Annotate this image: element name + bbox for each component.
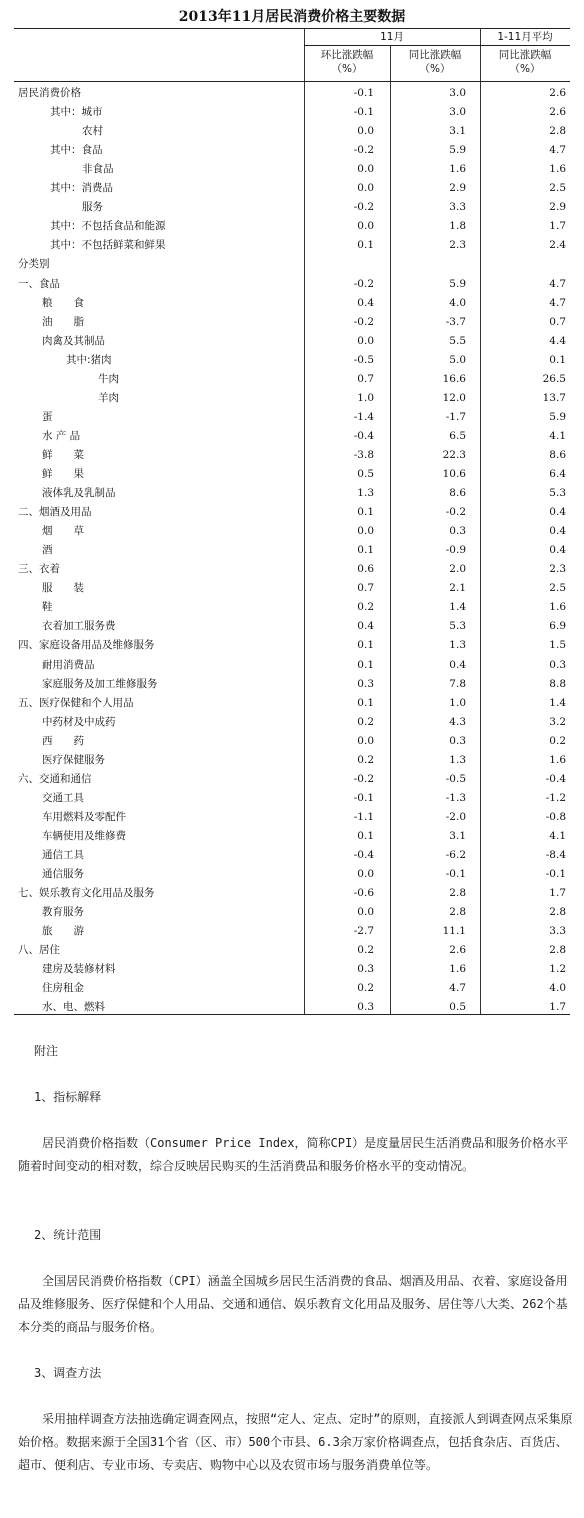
yoy-value: 4.0 [449,296,466,309]
table-row [14,84,570,103]
table-row [14,103,570,122]
mom-value: -0.1 [353,106,374,119]
header-rule [14,81,570,82]
row-label: 衣着加工服务费 [42,620,116,633]
row-label: 烟 草 [42,525,84,538]
table-row [14,694,570,713]
mom-value: -0.1 [353,791,374,804]
table-row [14,446,570,465]
table-row [14,522,570,541]
row-label: 中药材及中成药 [42,715,116,728]
group-11m: 11月 [380,31,404,43]
table-row [14,617,570,636]
mom-value: -0.4 [353,849,374,861]
mom-value: 0.0 [357,334,374,347]
yoy-value: 2.9 [449,182,466,195]
avg-value: 0.4 [549,506,566,519]
avg-value: 2.5 [549,182,566,195]
row-label: 教育服务 [42,906,84,919]
mom-value: 0.1 [357,544,374,557]
row-label: 其中:猪肉 [66,353,112,366]
avg-value: 2.5 [549,582,566,595]
mom-value: -0.1 [353,87,374,99]
avg-value: 2.8 [549,906,566,919]
notes-heading: 附注 [34,1044,59,1058]
table-row [14,465,570,484]
row-label: 液体乳及乳制品 [42,487,116,500]
avg-value: -0.1 [545,868,566,881]
row-label: 四、家庭设备用品及维修服务 [18,639,155,652]
table-row [14,427,570,446]
col-mom-unit: （%） [331,63,363,75]
mom-value: -0.5 [353,353,374,366]
col-avg-label: 同比涨跌幅 [498,49,552,61]
avg-value: 4.7 [549,277,566,290]
table-row [14,179,570,198]
yoy-value: 12.0 [442,391,466,404]
table-row [14,351,570,370]
avg-value: 2.8 [549,125,566,138]
mom-value: -0.2 [353,201,374,214]
avg-value: 26.5 [542,372,566,385]
yoy-value: 0.4 [449,658,466,671]
table-row [14,656,570,675]
mom-value: 0.1 [357,696,374,709]
table-row [14,484,570,503]
avg-value: 8.6 [549,448,566,461]
yoy-value: 0.3 [449,525,466,538]
section-3-body: 采用抽样调查方法抽选确定调查网点，按照“定人、定点、定时”的原则，直接派人到调查网点采集原始价格。数据来源于全国31个省（区、市）500个市县、6.3余万家价格调查点，包括食杂店、百货店、超市、便利店、专业市场、专卖店、购物中心以及农贸市场与服务消费单位等。 [18,1412,573,1472]
mom-value: 0.3 [357,1001,374,1014]
col-mom [304,48,390,76]
table-row [14,236,570,255]
yoy-value: -1.7 [445,410,466,423]
table-row [14,313,570,332]
avg-value: 0.7 [549,315,566,328]
yoy-value: 4.3 [449,715,466,728]
row-label: 羊肉 [98,391,119,404]
mom-value: 0.0 [357,906,374,919]
avg-value: 0.3 [549,658,566,671]
avg-value: -0.4 [545,772,566,785]
table-row [14,941,570,960]
avg-value: 1.7 [549,887,566,900]
mom-value: 0.0 [357,868,374,881]
row-label: 蛋 [42,410,53,423]
yoy-value: 3.0 [449,106,466,119]
yoy-value: 7.8 [449,677,466,690]
table-row [14,122,570,141]
avg-value: 1.7 [549,220,566,233]
yoy-value: 1.3 [449,639,466,652]
row-label: 分类别 [18,258,50,271]
yoy-value: -2.0 [445,810,466,823]
table-row [14,636,570,655]
row-label: 八、居住 [18,944,60,957]
mom-value: 0.6 [357,563,374,576]
avg-value: 3.3 [549,925,566,938]
yoy-value: 2.8 [449,887,466,900]
row-label: 粮 食 [42,296,84,309]
row-label: 油 脂 [42,315,84,328]
table-row [14,294,570,313]
avg-value: 4.1 [549,429,566,442]
table-row [14,808,570,827]
row-label: 五、医疗保健和个人用品 [18,696,134,709]
row-label: 医疗保健服务 [42,753,105,766]
avg-value: 1.4 [549,696,566,709]
avg-value: 1.7 [549,1001,566,1014]
row-label: 家庭服务及加工维修服务 [42,677,158,690]
mom-value: 0.4 [357,620,374,633]
table-row [14,846,570,865]
table-title: 2013年11月居民消费价格主要数据 [178,9,406,25]
table-row [14,408,570,427]
mom-value: -1.4 [353,410,374,423]
row-label: 牛肉 [98,372,119,385]
avg-value: 1.5 [549,639,566,652]
row-label: 二、烟酒及用品 [18,506,92,519]
mom-value: -0.2 [353,277,374,290]
row-label: 交通工具 [42,791,84,804]
avg-value: 1.6 [549,163,566,176]
table-row [14,560,570,579]
row-label: 酒 [42,544,53,557]
section-3-title: 3、调查方法 [34,1366,102,1380]
mom-value: 0.2 [357,944,374,957]
table-row [14,979,570,998]
row-label: 鲜 菜 [42,448,84,461]
row-label: 其中：不包括食品和能源 [50,220,166,233]
col-mom-label: 环比涨跌幅 [320,49,374,61]
mom-value: 0.7 [357,582,374,595]
col-yoy-label: 同比涨跌幅 [408,49,462,61]
mom-value: 0.1 [357,239,374,252]
mom-value: 0.5 [357,468,374,480]
yoy-value: 4.7 [449,982,466,995]
yoy-value: 1.3 [449,753,466,766]
mom-value: 0.0 [357,125,374,138]
mom-value: -1.1 [353,810,374,823]
group-rule [304,45,570,46]
col-yoy-unit: （%） [419,63,451,75]
avg-value: 4.7 [549,296,566,309]
group-avg: 1-11月平均 [497,31,553,43]
yoy-value: 22.3 [442,448,466,461]
mom-value: 0.7 [357,372,374,385]
row-label: 六、交通和通信 [18,772,92,785]
mom-value: 0.1 [357,829,374,842]
yoy-value: 5.5 [449,334,466,347]
section-1-body: 居民消费价格指数（Consumer Price Index，简称CPI）是度量居民生活消费品和服务价格水平随着时间变动的相对数，综合反映居民购买的生活消费品和服务价格水平的变动情况。 [18,1136,569,1173]
yoy-value: 3.1 [449,829,466,842]
yoy-value: 1.6 [449,963,466,976]
row-label: 耐用消费品 [42,658,95,671]
avg-value: 2.6 [549,106,566,119]
table-row [14,732,570,751]
yoy-value: 5.9 [449,277,466,290]
mom-value: 0.2 [357,601,374,614]
avg-value: 4.7 [549,144,566,157]
top-rule [14,28,570,29]
row-label: 其中：不包括鲜菜和鲜果 [50,239,166,252]
mom-value: 0.4 [357,296,374,309]
row-label: 鞋 [42,601,53,614]
yoy-value: -0.9 [445,544,466,557]
avg-value: 0.4 [549,544,566,557]
table-row [14,370,570,389]
row-label: 其中：消费品 [50,182,113,195]
table-row [14,770,570,789]
yoy-value: -1.3 [445,791,466,804]
mom-value: 0.0 [357,182,374,195]
yoy-value: -6.2 [445,849,466,861]
table-row [14,922,570,941]
mom-value: -2.7 [353,925,374,938]
avg-value: -0.8 [545,810,566,823]
yoy-value: 8.6 [449,487,466,500]
avg-value: 0.1 [549,353,566,366]
row-label: 七、娱乐教育文化用品及服务 [18,887,155,900]
yoy-value: 2.0 [449,563,466,576]
mom-value: 1.0 [357,391,374,404]
avg-value: 8.8 [549,677,566,690]
mom-value: -0.4 [353,429,374,442]
row-label: 农村 [82,125,103,138]
avg-value: 3.2 [549,715,566,728]
yoy-value: -0.2 [445,506,466,519]
mom-value: 0.3 [357,677,374,690]
avg-value: 13.7 [542,391,566,404]
table-row [14,675,570,694]
avg-value: 5.9 [549,410,566,423]
mom-value: -0.2 [353,772,374,785]
mom-value: -0.6 [353,887,374,900]
yoy-value: 2.6 [449,944,466,957]
table-row [14,141,570,160]
section-2-body: 全国居民消费价格指数（CPI）涵盖全国城乡居民生活消费的食品、烟酒及用品、衣着、家庭设备用品及维修服务、医疗保健和个人用品、交通和通信、娱乐教育文化用品及服务、居住等八大类、262个基本分类的商品与服务价格。 [18,1274,568,1334]
table-row [14,903,570,922]
row-label: 其中：食品 [50,144,103,157]
mom-value: 0.2 [357,715,374,728]
avg-value: 0.4 [549,525,566,538]
table-row [14,217,570,236]
table-row [14,579,570,598]
table-row [14,598,570,617]
mom-value: 0.0 [357,163,374,176]
row-label: 车用燃料及零配件 [42,810,126,823]
yoy-value: 0.5 [449,1001,466,1014]
col-avg [480,48,570,76]
yoy-value: 3.0 [449,87,466,99]
yoy-value: 5.9 [449,144,466,157]
avg-value: 5.3 [549,487,566,500]
yoy-value: 5.0 [449,353,466,366]
section-1-title: 1、指标解释 [34,1090,102,1104]
avg-value: 2.9 [549,201,566,214]
row-label: 一、食品 [18,277,60,290]
row-label: 西 药 [42,734,84,747]
row-label: 肉禽及其制品 [42,334,105,347]
mom-value: 0.1 [357,658,374,671]
table-row [14,884,570,903]
row-label: 通信服务 [42,868,84,881]
row-label: 车辆使用及维修费 [42,829,126,842]
yoy-value: 1.8 [449,220,466,233]
avg-value: 6.4 [549,468,566,480]
row-label: 鲜 果 [42,468,84,480]
yoy-value: 10.6 [442,468,466,480]
table-row [14,255,570,274]
table-row [14,503,570,522]
bottom-rule [14,1014,570,1015]
avg-value: 1.6 [549,601,566,614]
row-label: 非食品 [82,163,114,176]
mom-value: 0.3 [357,963,374,976]
row-label: 其中：城市 [50,106,103,119]
mom-value: 0.1 [357,506,374,519]
yoy-value: 2.8 [449,906,466,919]
yoy-value: -0.5 [445,772,466,785]
avg-value: 1.2 [549,963,566,976]
table-row [14,160,570,179]
table-row [14,198,570,217]
table-row [14,713,570,732]
mom-value: 0.1 [357,639,374,652]
avg-value: 2.4 [549,239,566,252]
table-row [14,960,570,979]
avg-value: 6.9 [549,620,566,633]
mom-value: 0.0 [357,734,374,747]
table-row [14,827,570,846]
avg-value: 4.1 [549,829,566,842]
row-label: 服 装 [42,582,84,595]
avg-value: 0.2 [549,734,566,747]
yoy-value: -0.1 [445,868,466,881]
avg-value: 2.8 [549,944,566,957]
table-row [14,789,570,808]
yoy-value: 11.1 [442,925,466,938]
table-row [14,751,570,770]
yoy-value: 1.4 [449,601,466,614]
table-row [14,275,570,294]
row-label: 三、衣着 [18,563,60,576]
avg-value: 1.6 [549,753,566,766]
yoy-value: -3.7 [445,315,466,328]
mom-value: -3.8 [353,448,374,461]
section-2-title: 2、统计范围 [34,1228,102,1242]
yoy-value: 2.1 [449,582,466,595]
yoy-value: 16.6 [442,372,466,385]
mom-value: 0.2 [357,753,374,766]
table-row [14,389,570,408]
row-label: 水、电、燃料 [42,1001,105,1014]
avg-value: 4.0 [549,982,566,995]
avg-value: -8.4 [545,849,566,861]
row-label: 旅 游 [42,925,84,938]
yoy-value: 1.6 [449,163,466,176]
row-label: 居民消费价格 [18,87,81,99]
table-row [14,332,570,351]
row-label: 通信工具 [42,849,84,861]
row-label: 建房及装修材料 [42,963,116,976]
yoy-value: 0.3 [449,734,466,747]
row-label: 服务 [82,201,103,214]
mom-value: 0.2 [357,982,374,995]
yoy-value: 1.0 [449,696,466,709]
avg-value: 2.3 [549,563,566,576]
yoy-value: 3.3 [449,201,466,214]
mom-value: 0.0 [357,525,374,538]
row-label: 住房租金 [42,982,84,995]
avg-value: 4.4 [549,334,566,347]
avg-value: -1.2 [545,791,566,804]
yoy-value: 6.5 [449,429,466,442]
mom-value: 0.0 [357,220,374,233]
yoy-value: 2.3 [449,239,466,252]
row-label: 水 产 品 [42,429,81,442]
yoy-value: 5.3 [449,620,466,633]
mom-value: -0.2 [353,144,374,157]
col-avg-unit: （%） [509,63,541,75]
mom-value: 1.3 [357,487,374,500]
col-yoy [390,48,480,76]
avg-value: 2.6 [549,87,566,99]
table-row [14,865,570,884]
table-row [14,541,570,560]
mom-value: -0.2 [353,315,374,328]
yoy-value: 3.1 [449,125,466,138]
